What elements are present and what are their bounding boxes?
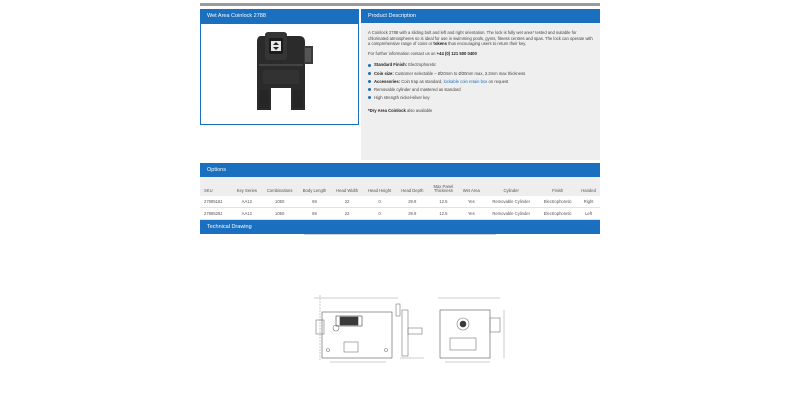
product-image-panel <box>200 23 359 125</box>
cell-head-height: 0 <box>363 196 396 208</box>
product-image-header-text: Wet Area Coinlock 2788 <box>207 13 266 19</box>
cell-cylinder: Removable Cylinder <box>484 196 538 208</box>
product-image-header <box>200 9 359 23</box>
feature-item <box>368 71 593 77</box>
feature-value: Electrophoretic <box>407 62 437 68</box>
cell-handed: Right <box>577 196 600 208</box>
col-body-length: Body Length <box>298 177 332 196</box>
footnote-rest: also available <box>405 107 433 113</box>
technical-drawing-image <box>300 290 540 370</box>
contact-phone[interactable]: +44 (0) 121 500 0400 <box>436 50 477 56</box>
cell-head-width: 22 <box>331 196 363 208</box>
table-row <box>200 208 600 220</box>
intro-part-b: thus encouraging users to return their key. <box>446 41 527 47</box>
cell-body-length: 69 <box>298 208 332 220</box>
col-key-series: Key Series <box>232 177 262 196</box>
cell-max-panel-thickness: 12.5 <box>428 208 458 220</box>
col-max-panel-thickness: Max Panel Thickness <box>428 177 458 196</box>
feature-item <box>368 95 593 101</box>
cell-wet-area: Yes <box>458 208 484 220</box>
cell-sku: 2788528J <box>200 208 232 220</box>
col-finish: Finish <box>538 177 577 196</box>
feature-label: Standard Finish: <box>374 62 408 68</box>
feature-item <box>368 87 593 93</box>
cell-head-depth: 29.9 <box>396 196 428 208</box>
table-row <box>200 196 600 208</box>
options-header <box>200 163 600 177</box>
cell-head-width: 22 <box>331 208 363 220</box>
contact-line <box>368 51 593 57</box>
cell-max-panel-thickness: 12.5 <box>428 196 458 208</box>
footnote-bold: *Dry Area Coinlock <box>368 107 406 113</box>
feature-label: Coin size: <box>374 70 394 76</box>
cell-combinations: 1050 <box>262 196 298 208</box>
col-combinations: Combinations <box>262 177 298 196</box>
cell-handed: Left <box>577 208 600 220</box>
intro-bold: tokens <box>433 41 447 47</box>
cell-cylinder: Removable Cylinder <box>484 208 538 220</box>
feature-value: High strength nickel-silver key <box>374 95 430 101</box>
top-divider <box>200 3 600 6</box>
col-head-depth: Head Depth <box>396 177 428 196</box>
coinlock-product-image <box>201 24 358 124</box>
product-description-header-text: Product Description <box>368 13 416 19</box>
cell-sku: 2788518J <box>200 196 232 208</box>
cell-key-series: AA12 <box>232 208 262 220</box>
cell-head-height: 0 <box>363 208 396 220</box>
feature-item <box>368 62 593 68</box>
options-header-row <box>200 177 600 196</box>
feature-value: Removable cylinder and mastered as standard <box>374 86 461 92</box>
feature-value-tail: on request <box>487 78 509 84</box>
cell-key-series: AA12 <box>232 196 262 208</box>
col-sku: SKU <box>200 177 232 196</box>
contact-text: For further information contact us on <box>368 50 437 56</box>
col-handed: Handed <box>577 177 600 196</box>
cell-finish: Electrophoretic <box>538 196 577 208</box>
feature-value: Coin trap as standard, <box>400 78 444 84</box>
col-head-height: Head Height <box>363 177 396 196</box>
footnote <box>368 108 593 114</box>
description-intro <box>368 30 593 47</box>
cell-combinations: 1050 <box>262 208 298 220</box>
cell-head-depth: 29.9 <box>396 208 428 220</box>
intro-part-a: A Coinlock 2788 with a sliding bolt and left and right orientation. The lock is fully wet area* tested and suitable for chlorinated atmospheres so is ideal for use in swimming pools, gyms, fitness centres and spas. The lock can operate with a comprehensive range of coins or <box>368 30 593 47</box>
product-description-body <box>368 30 593 117</box>
product-description-header <box>361 9 600 23</box>
options-header-text: Options <box>207 167 226 173</box>
cell-wet-area: Yes <box>458 196 484 208</box>
feature-list <box>368 62 593 100</box>
technical-drawing-header <box>200 220 600 234</box>
feature-item <box>368 79 593 85</box>
cell-finish: Electrophoretic <box>538 208 577 220</box>
feature-value: Customer selectable – Ø20mm to Ø30mm max, 3.3mm max thickness <box>393 70 526 76</box>
feature-label: Accessories: <box>374 78 401 84</box>
cell-body-length: 69 <box>298 196 332 208</box>
technical-drawing-header-text: Technical Drawing <box>207 224 252 230</box>
col-cylinder: Cylinder <box>484 177 538 196</box>
drawing-frame <box>304 234 496 238</box>
coin-retain-box-link[interactable]: lockable coin retain box <box>443 78 488 84</box>
col-head-width: Head Width <box>331 177 363 196</box>
col-wet-area: Wet Area <box>458 177 484 196</box>
options-table <box>200 177 600 220</box>
